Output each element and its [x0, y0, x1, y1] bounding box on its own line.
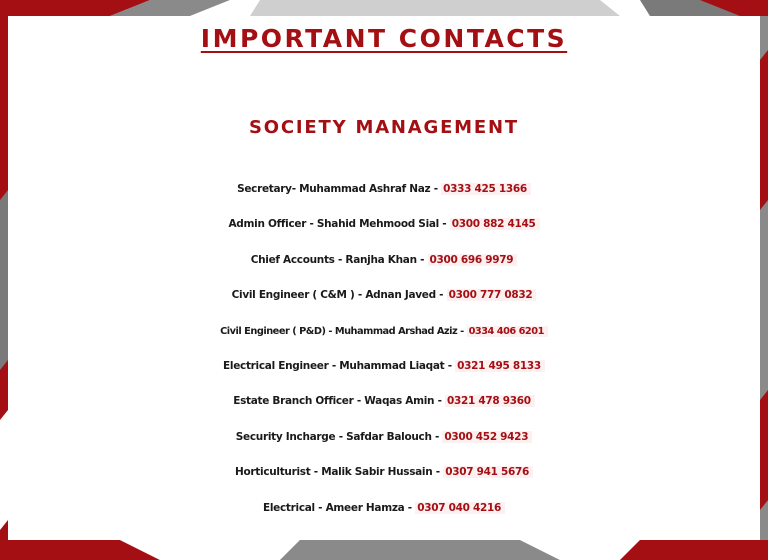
- contact-label: Secretary- Muhammad Ashraf Naz -: [237, 183, 442, 195]
- contact-row: [8, 384, 760, 419]
- contact-label: Estate Branch Officer - Waqas Amin -: [233, 395, 445, 408]
- contact-label: Civil Engineer ( P&D) - Muhammad Arshad Aziz -: [220, 325, 467, 337]
- contact-phone: 0334 406 6201: [467, 326, 548, 337]
- contact-row: [8, 491, 760, 526]
- contact-label: Admin Officer - Shahid Mehmood Sial -: [228, 218, 450, 231]
- contact-row: [8, 455, 760, 490]
- contact-label: Civil Engineer ( C&M ) - Adnan Javed -: [231, 289, 447, 302]
- contact-phone: 0321 495 8133: [455, 360, 545, 372]
- page-title: IMPORTANT CONTACTS: [200, 24, 568, 53]
- contact-label: Electrical Engineer - Muhammad Liaqat -: [223, 359, 456, 372]
- contacts-card: [8, 16, 760, 540]
- contact-phone: 0300 452 9423: [442, 431, 532, 443]
- contact-phone: 0300 882 4145: [450, 218, 540, 230]
- contact-row: [8, 420, 760, 455]
- contacts-list: [8, 172, 760, 526]
- contact-row: [8, 314, 760, 349]
- contact-phone: 0300 696 9979: [428, 254, 518, 266]
- contact-label: Electrical - Ameer Hamza -: [263, 501, 416, 514]
- section-heading: SOCIETY MANAGEMENT: [249, 117, 519, 138]
- contact-row: [8, 278, 760, 313]
- contact-phone: 0333 425 1366: [441, 183, 531, 195]
- contact-row: [8, 349, 760, 384]
- contact-phone: 0321 478 9360: [445, 395, 535, 407]
- contact-label: Horticulturist - Malik Sabir Hussain -: [235, 466, 444, 479]
- contact-phone: 0300 777 0832: [447, 289, 537, 301]
- contact-label: Chief Accounts - Ranjha Khan -: [250, 253, 428, 266]
- contact-row: [8, 243, 760, 278]
- contact-row: [8, 207, 760, 242]
- contact-phone: 0307 040 4216: [415, 502, 505, 514]
- contact-phone: 0307 941 5676: [443, 466, 533, 478]
- contact-label: Security Incharge - Safdar Balouch -: [235, 430, 443, 443]
- contact-row: [8, 172, 760, 207]
